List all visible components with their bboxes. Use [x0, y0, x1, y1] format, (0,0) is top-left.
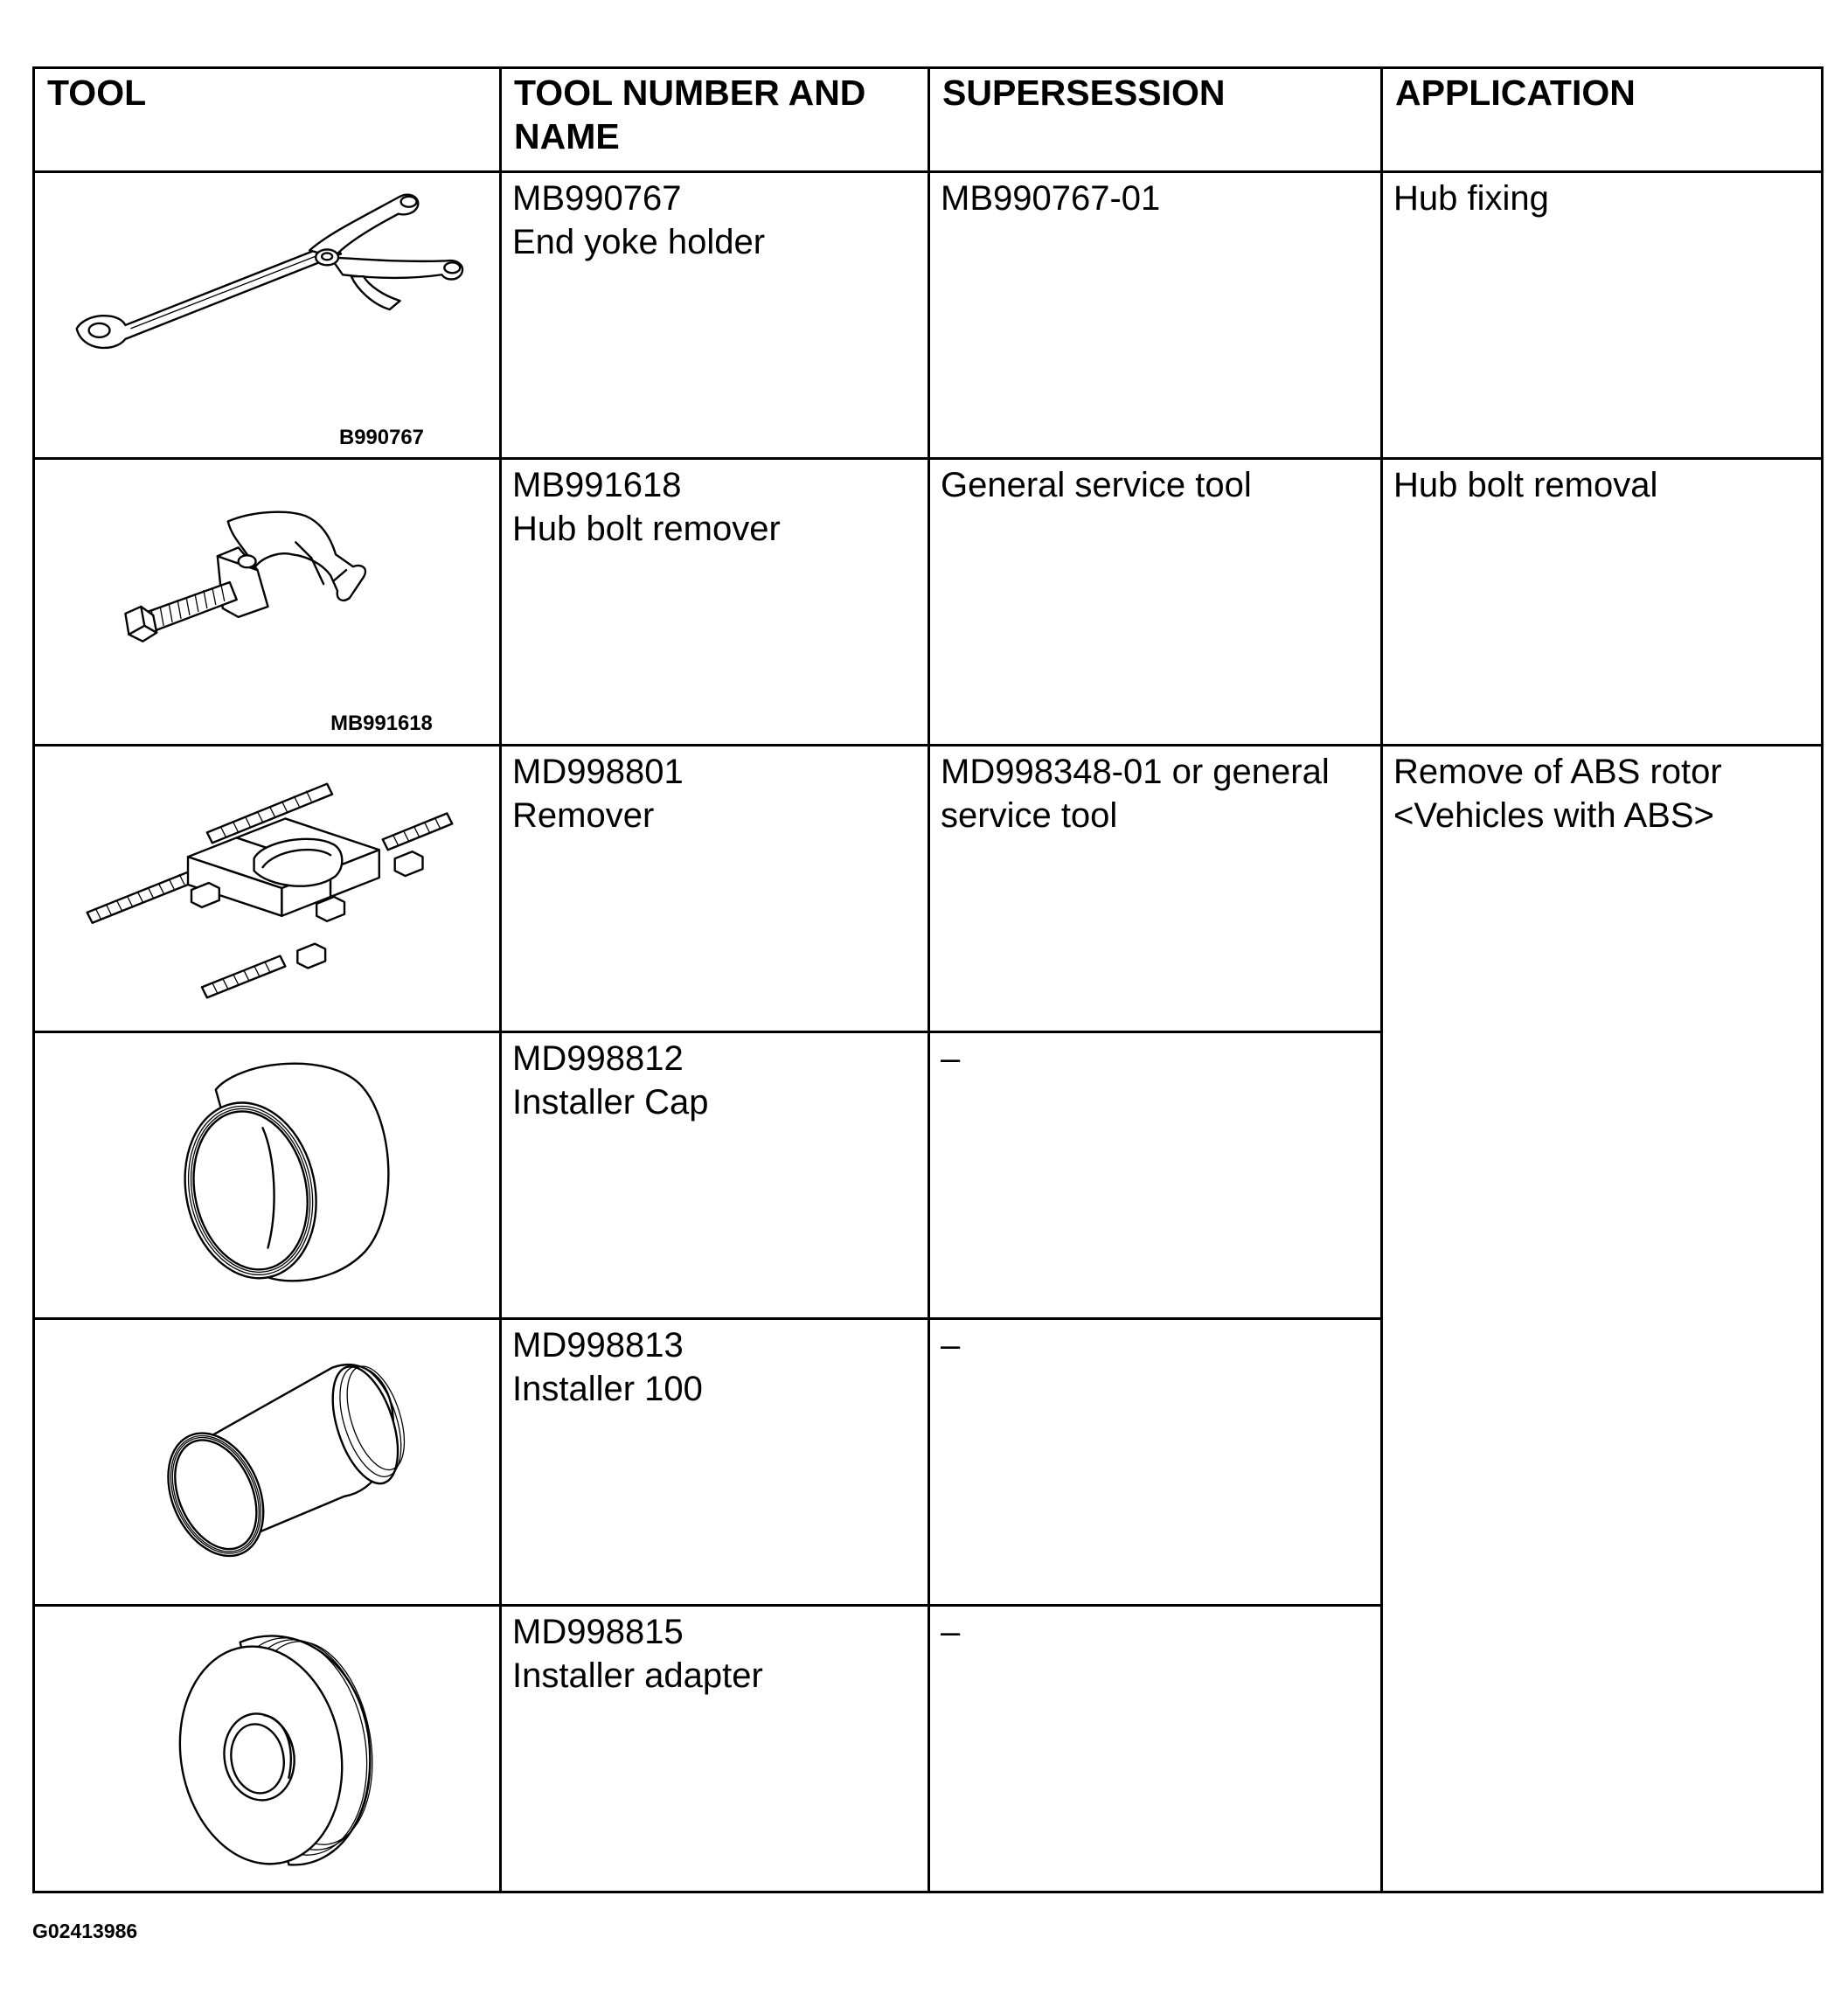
tool-number-and-name-cell — [501, 1319, 929, 1606]
tool-number: MD998813 — [512, 1326, 684, 1365]
tool-image-cell — [34, 1319, 501, 1606]
tool-name: Installer 100 — [512, 1370, 703, 1408]
tool-number-and-name-cell — [501, 459, 929, 746]
installer-cap-drawing — [35, 1033, 499, 1315]
table-row — [34, 459, 1823, 746]
tool-number: MB991618 — [512, 466, 682, 504]
figure-id: G02413986 — [32, 1920, 138, 1942]
tool-image-cell — [34, 1032, 501, 1319]
tool-image-cell — [34, 746, 501, 1032]
tool-image-label: B990767 — [339, 426, 424, 450]
supersession-cell: – — [929, 1319, 1382, 1606]
tool-number: MD998801 — [512, 753, 684, 791]
tool-name: Hub bolt remover — [512, 510, 781, 548]
special-tools-table — [32, 66, 1824, 1893]
tool-number-and-name-cell — [501, 1032, 929, 1319]
application-cell: Remove of ABS rotor <Vehicles with ABS> — [1382, 746, 1823, 1892]
supersession-cell: General service tool — [929, 459, 1382, 746]
header-tool: TOOL — [34, 68, 501, 172]
supersession-cell: MD998348-01 or general service tool — [929, 746, 1382, 1032]
end-yoke-holder-drawing — [35, 173, 499, 455]
tool-image-cell — [34, 1606, 501, 1892]
header-supersession: SUPERSESSION — [929, 68, 1382, 172]
tool-number-and-name-cell — [501, 172, 929, 459]
tool-number: MD998812 — [512, 1039, 684, 1078]
table-header-row — [34, 68, 1823, 172]
tool-number-and-name-cell — [501, 1606, 929, 1892]
tool-number: MD998815 — [512, 1613, 684, 1651]
supersession-cell: – — [929, 1606, 1382, 1892]
tool-image-cell — [34, 172, 501, 459]
tool-number-and-name-cell — [501, 746, 929, 1032]
hub-bolt-remover-drawing — [35, 460, 499, 741]
table-row — [34, 746, 1823, 1032]
header-tool-number-and-name: TOOL NUMBER AND NAME — [501, 68, 929, 172]
tool-image-label: MB991618 — [330, 712, 433, 736]
installer-100-drawing — [35, 1320, 499, 1601]
tool-number: MB990767 — [512, 179, 682, 218]
supersession-cell: MB990767-01 — [929, 172, 1382, 459]
tool-name: Installer adapter — [512, 1656, 763, 1695]
installer-adapter-drawing — [35, 1607, 499, 1888]
tool-name: End yoke holder — [512, 223, 766, 261]
application-cell: Hub fixing — [1382, 172, 1823, 459]
tool-name: Installer Cap — [512, 1083, 709, 1121]
application-cell: Hub bolt removal — [1382, 459, 1823, 746]
table-row — [34, 172, 1823, 459]
supersession-cell: – — [929, 1032, 1382, 1319]
remover-drawing — [35, 747, 499, 1028]
header-application: APPLICATION — [1382, 68, 1823, 172]
tool-image-cell — [34, 459, 501, 746]
tool-name: Remover — [512, 796, 655, 835]
